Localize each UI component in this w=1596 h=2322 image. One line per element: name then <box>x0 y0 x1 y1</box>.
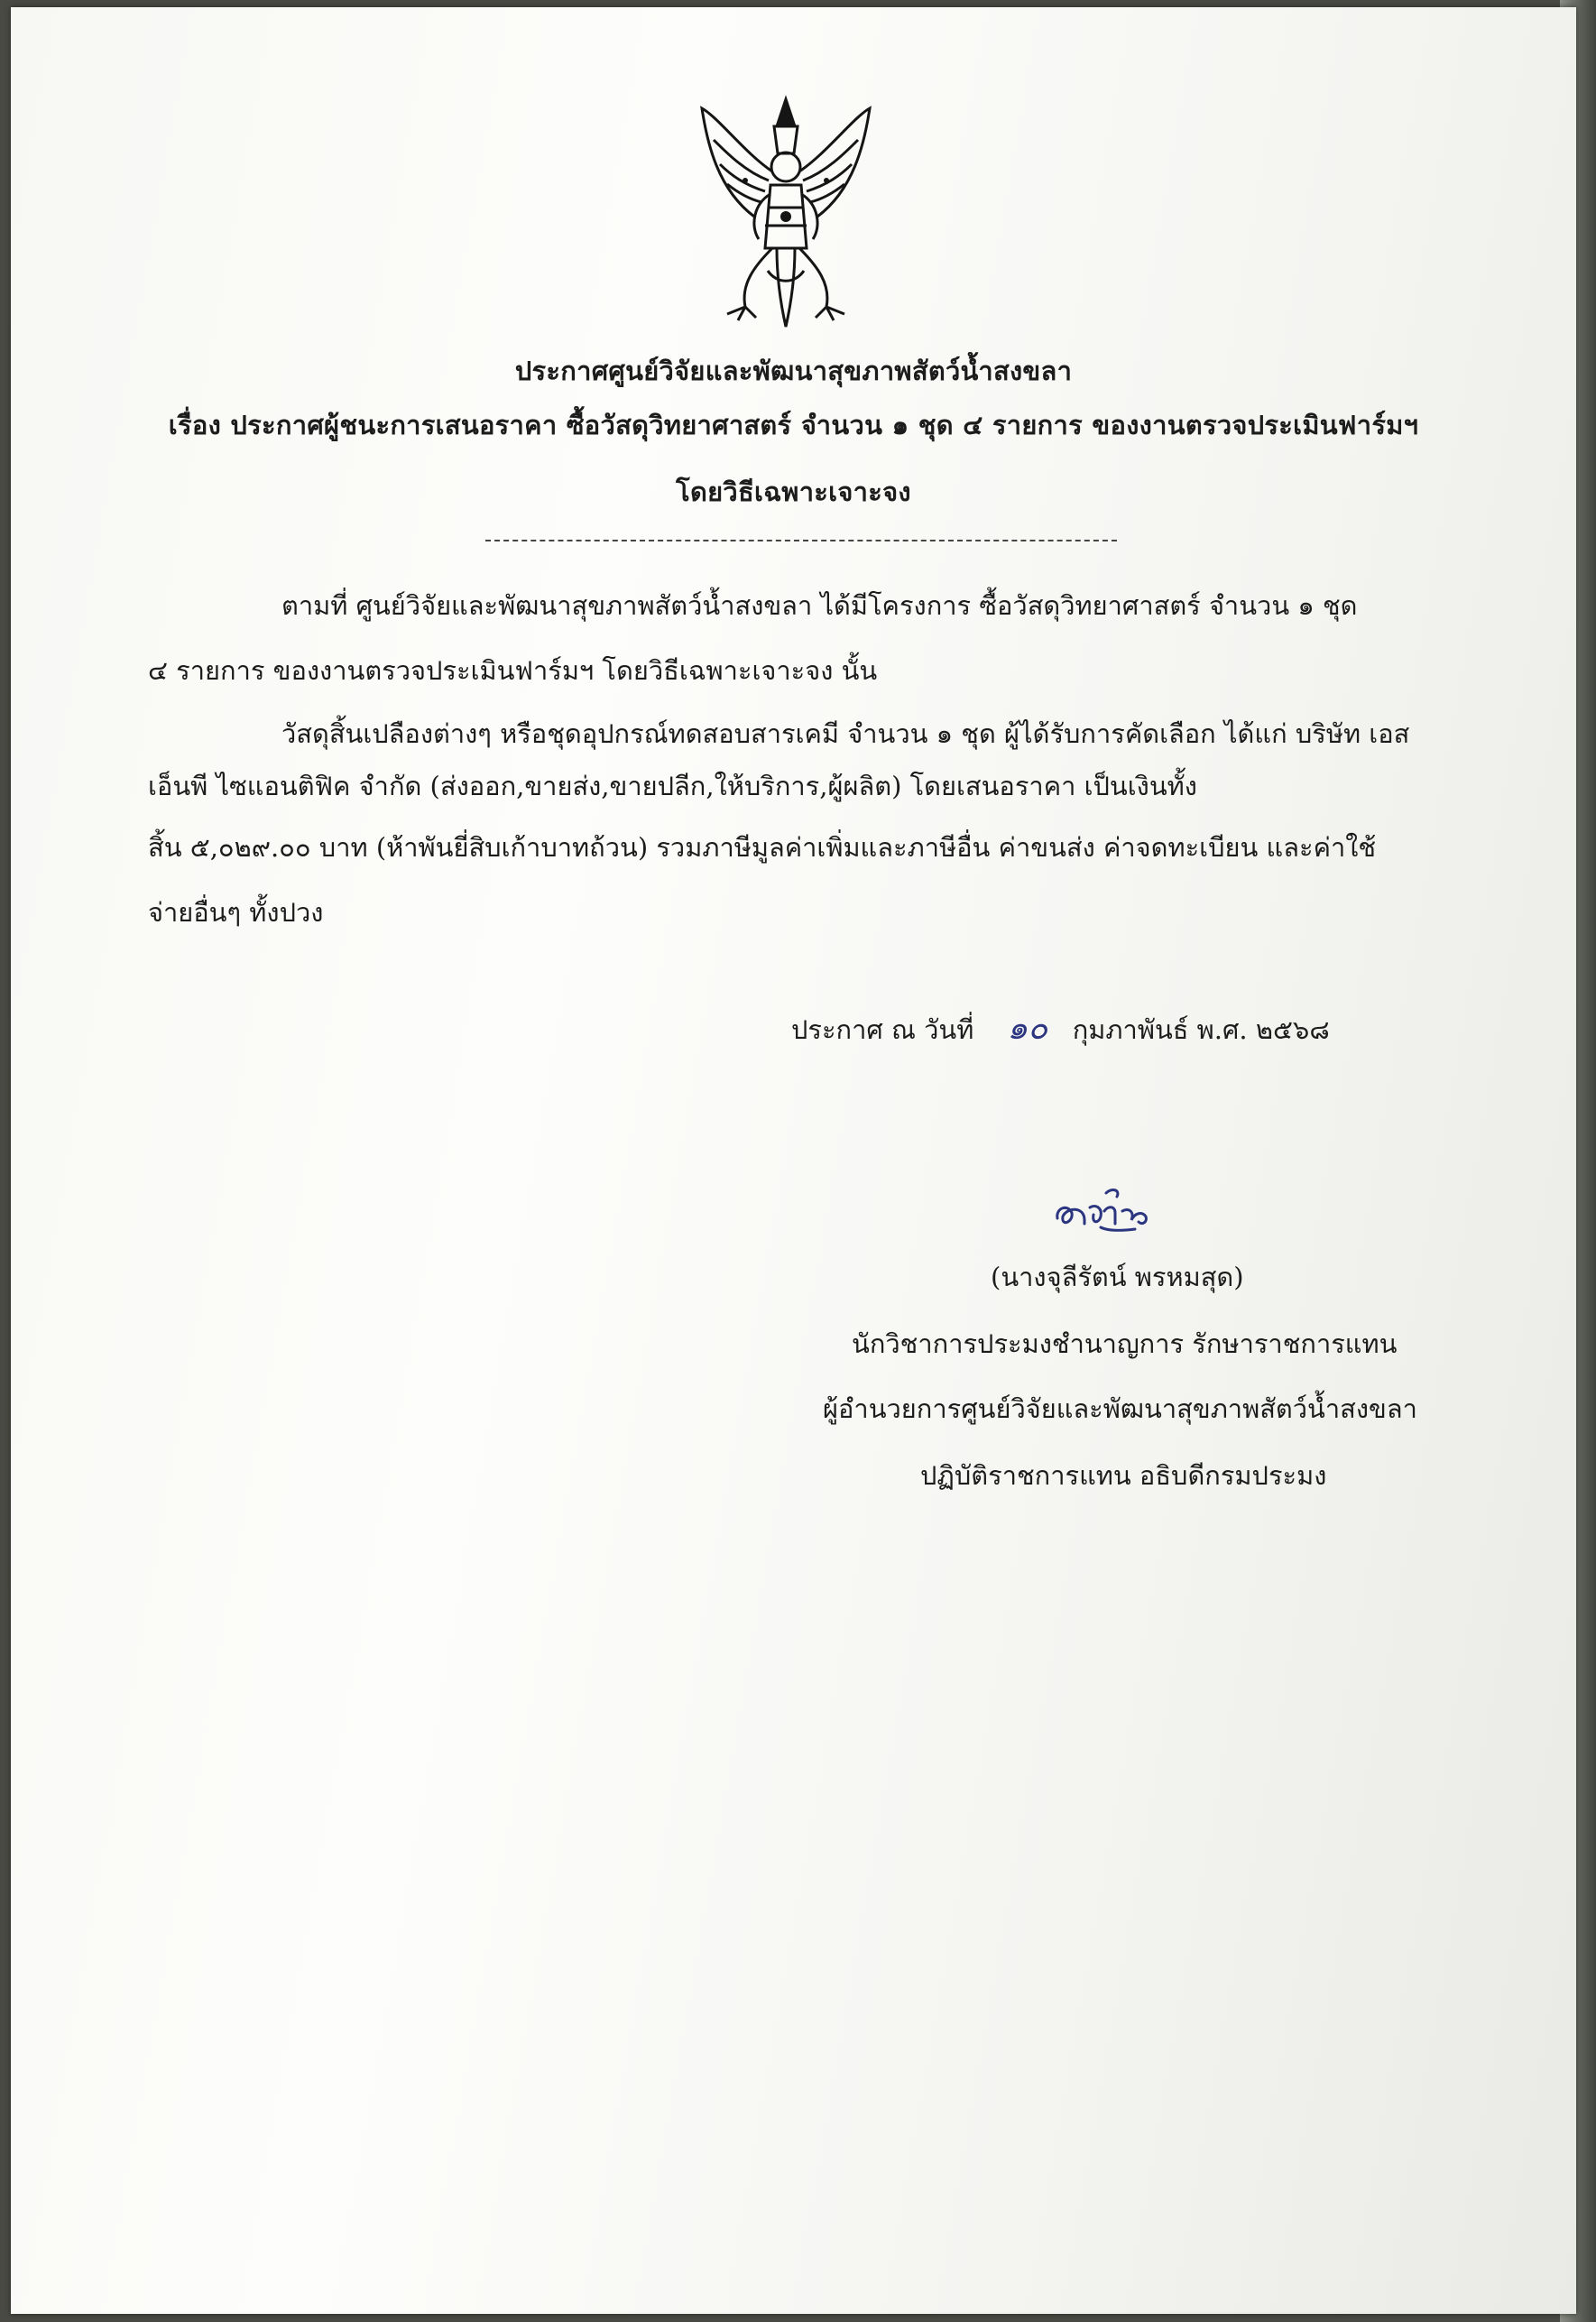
document-page <box>11 7 1576 2314</box>
paragraph-2-line-2: เอ็นพี ไซแอนติฟิค จำกัด (ส่งออก,ขายส่ง,ขายปลีก,ให้บริการ,ผู้ผลิต) โดยเสนอราคา เป็นเงินทั้ง <box>148 771 1197 801</box>
date-prefix: ประกาศ ณ วันที่ <box>791 1014 974 1045</box>
signatory-name: (นางจุลีรัตน์ พรหมสุด) <box>991 1262 1244 1292</box>
date-month-year: กุมภาพันธ์ พ.ศ. ๒๕๖๘ <box>1072 1014 1330 1045</box>
signatory-position-3: ปฏิบัติราชการแทน อธิบดีกรมประมง <box>920 1460 1327 1491</box>
paragraph-2-line-4: จ่ายอื่นๆ ทั้งปวง <box>148 897 324 928</box>
garuda-emblem-icon <box>691 90 881 334</box>
signatory-position-1: นักวิชาการประมงชำนาญการ รักษาราชการแทน <box>852 1328 1398 1359</box>
date-day-handwritten: ๑๐ <box>1007 1010 1048 1047</box>
paragraph-1-line-1: ตามที่ ศูนย์วิจัยและพัฒนาสุขภาพสัตว์น้ำสงขลา ได้มีโครงการ ซื้อวัสดุวิทยาศาสตร์ จำนวน ๑ ชุด <box>281 590 1358 621</box>
document-title: ประกาศศูนย์วิจัยและพัฒนาสุขภาพสัตว์น้ำสงขลา <box>514 356 1073 386</box>
dashed-divider <box>485 540 1117 541</box>
paragraph-1-line-2: ๔ รายการ ของงานตรวจประเมินฟาร์มฯ โดยวิธีเฉพาะเจาะจง นั้น <box>148 655 878 686</box>
paragraph-2-line-3: สิ้น ๕,๐๒๙.๐๐ บาท (ห้าพันยี่สิบเก้าบาทถ้วน) รวมภาษีมูลค่าเพิ่มและภาษีอื่น ค่าขนส่ง ค่าจดทะเบียน และค่าใช้ <box>148 832 1377 863</box>
document-subject: เรื่อง ประกาศผู้ชนะการเสนอราคา ซื้อวัสดุวิทยาศาสตร์ จำนวน ๑ ชุด ๔ รายการ ของงานตรวจประเมินฟาร์มฯ <box>168 410 1419 440</box>
signatory-position-2: ผู้อำนวยการศูนย์วิจัยและพัฒนาสุขภาพสัตว์น้ำสงขลา <box>823 1393 1417 1424</box>
procurement-method: โดยวิธีเฉพาะเจาะจง <box>676 476 911 507</box>
announcement-date <box>791 1002 1330 1053</box>
paragraph-2-line-1: วัสดุสิ้นเปลืองต่างๆ หรือชุดอุปกรณ์ทดสอบสารเคมี จำนวน ๑ ชุด ผู้ได้รับการคัดเลือก ได้แก่ บริษัท เอส <box>281 718 1410 749</box>
handwritten-signature <box>1048 1180 1166 1244</box>
